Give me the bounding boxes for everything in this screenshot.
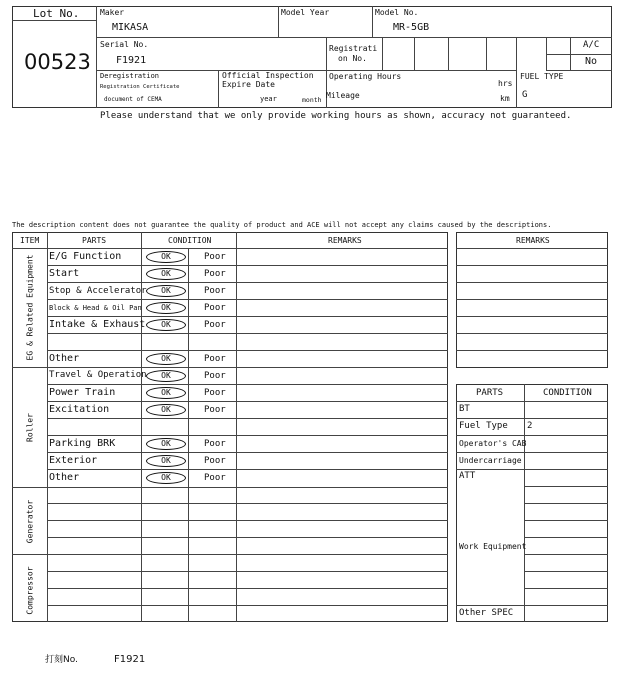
other-spec-label: Other SPEC — [459, 608, 514, 618]
table-row — [47, 265, 448, 266]
ok-badge[interactable]: OK — [146, 472, 186, 484]
remarks-panel-title: REMARKS — [516, 236, 550, 245]
poor-option[interactable]: Poor — [204, 456, 226, 466]
table-row — [47, 571, 448, 572]
header-divider — [278, 6, 279, 37]
panel-row — [456, 452, 608, 453]
ac-label: A/C — [583, 40, 600, 50]
section-label-eg: EG & Related Equipment — [25, 254, 35, 361]
header-divider — [414, 37, 415, 70]
header-divider — [382, 37, 383, 70]
section-divider — [12, 554, 448, 555]
panel-row — [524, 520, 608, 521]
working-hours-notice: Please understand that we only provide working hours as shown, accuracy not guaranteed. — [100, 111, 572, 121]
maker-label: Maker — [100, 8, 125, 17]
section-divider — [12, 367, 448, 368]
model-no-label: Model No. — [375, 8, 419, 17]
panel-row — [524, 486, 608, 487]
header-divider — [372, 6, 373, 37]
poor-option[interactable]: Poor — [204, 354, 226, 364]
poor-option[interactable]: Poor — [204, 320, 226, 330]
table-row — [47, 435, 448, 436]
ok-badge[interactable]: OK — [146, 404, 186, 416]
panel-row — [456, 469, 608, 470]
part-travel-operation: Travel & Operation — [49, 370, 147, 380]
registration-certificate-label: Registration Certificate — [100, 84, 180, 90]
model-year-label: Model Year — [281, 8, 330, 17]
remarks-row — [456, 333, 608, 334]
table-row — [47, 520, 448, 521]
table-row — [47, 384, 448, 385]
ok-badge[interactable]: OK — [146, 319, 186, 331]
lot-number: 00523 — [24, 50, 91, 74]
model-no-value: MR-5GB — [393, 22, 430, 33]
panel-row — [524, 537, 608, 538]
header-divider — [448, 37, 449, 70]
maker-value: MIKASA — [112, 22, 149, 33]
ok-badge[interactable]: OK — [146, 455, 186, 467]
table-row — [47, 469, 448, 470]
fuel-type-label-panel: Fuel Type — [459, 421, 508, 431]
cema-document-label: document of CEMA — [104, 96, 162, 103]
poor-option[interactable]: Poor — [204, 388, 226, 398]
deregistration-label: Deregistration — [100, 72, 160, 80]
header-divider — [546, 70, 612, 71]
att-label: ATT — [459, 471, 476, 481]
header-divider — [218, 70, 219, 108]
section-label-compressor: Compressor — [25, 566, 35, 615]
header-divider — [486, 37, 487, 70]
table-row — [47, 418, 448, 419]
hrs-unit: hrs — [498, 79, 513, 88]
panel-row — [524, 588, 608, 589]
header-divider — [96, 37, 612, 38]
table-row — [47, 401, 448, 402]
lot-label: Lot No. — [33, 7, 80, 20]
remarks-row — [456, 248, 608, 249]
serial-value: F1921 — [116, 55, 147, 66]
ok-badge[interactable]: OK — [146, 438, 186, 450]
panel-row — [524, 571, 608, 572]
registration-label: Registrati — [329, 44, 378, 53]
year-label: year — [260, 95, 277, 103]
part-eg-function: E/G Function — [49, 251, 122, 262]
part-roller-other: Other — [49, 472, 80, 483]
col-parts: PARTS — [82, 236, 107, 245]
fuel-type-value-panel: 2 — [527, 421, 533, 431]
part-intake-exhaust: Intake & Exhaust — [49, 319, 146, 330]
header-divider — [96, 6, 97, 108]
remarks-row — [456, 282, 608, 283]
remarks-row — [456, 299, 608, 300]
operating-hours-label: Operating Hours — [329, 72, 402, 81]
ac-value: No — [585, 56, 598, 67]
poor-option[interactable]: Poor — [204, 269, 226, 279]
serial-label: Serial No. — [100, 40, 149, 49]
poor-option[interactable]: Poor — [204, 371, 226, 381]
table-divider — [236, 232, 237, 622]
panel-row — [456, 605, 608, 606]
disclaimer: The description content does not guarantee the quality of product and ACE will not accept any claims caused by the descriptions. — [12, 221, 552, 229]
inspection-label: Official Inspection — [222, 71, 314, 80]
part-block-head-oil-pan: Block & Head & Oil Pan — [49, 304, 142, 312]
km-unit: km — [500, 94, 510, 103]
header-divider — [546, 37, 547, 70]
table-row — [47, 282, 448, 283]
remarks-row — [456, 350, 608, 351]
table-divider — [12, 248, 448, 249]
part-exterior: Exterior — [49, 455, 98, 466]
fuel-type-label: FUEL TYPE — [520, 72, 564, 81]
stamp-value: F1921 — [114, 654, 146, 665]
part-stop-accelerator: Stop & Accelerator — [49, 286, 147, 296]
fuel-type-value: G — [522, 90, 528, 100]
header-divider — [12, 20, 96, 21]
poor-option[interactable]: Poor — [204, 405, 226, 415]
remarks-panel — [456, 232, 608, 368]
month-label: month — [302, 96, 322, 104]
table-row — [47, 316, 448, 317]
mileage-label: Mileage — [326, 91, 360, 100]
table-row — [47, 299, 448, 300]
table-row — [47, 503, 448, 504]
part-eg-other: Other — [49, 353, 80, 364]
col-item: ITEM — [20, 236, 40, 245]
ok-badge[interactable]: OK — [146, 353, 186, 365]
stamp-label: 打刻No. — [45, 655, 78, 665]
part-power-train: Power Train — [49, 387, 116, 398]
bt-label: BT — [459, 404, 470, 414]
header-divider — [546, 54, 612, 55]
table-row — [47, 605, 448, 606]
registration-label-2: on No. — [338, 54, 367, 63]
section-label-roller: Roller — [25, 413, 35, 442]
header-divider — [570, 37, 571, 70]
remarks-row — [456, 265, 608, 266]
table-row — [47, 588, 448, 589]
poor-option[interactable]: Poor — [204, 286, 226, 296]
part-excitation: Excitation — [49, 404, 110, 415]
panel-row — [456, 418, 608, 419]
poor-option[interactable]: Poor — [204, 252, 226, 262]
inspection-label-2: Expire Date — [222, 80, 275, 89]
table-row — [47, 537, 448, 538]
panel-row — [524, 503, 608, 504]
col-remarks: REMARKS — [328, 236, 362, 245]
remarks-row — [456, 316, 608, 317]
header-divider — [516, 37, 517, 108]
ok-badge[interactable]: OK — [146, 251, 186, 263]
undercarriage-label: Undercarriage — [459, 456, 522, 465]
section-label-generator: Generator — [25, 499, 35, 544]
panel-row — [456, 401, 608, 402]
ok-badge[interactable]: OK — [146, 285, 186, 297]
table-row — [47, 333, 448, 334]
panel-row — [456, 435, 608, 436]
work-equipment-label: Work Equipment — [459, 542, 527, 551]
operator-cab-label: Operator's CAB — [459, 439, 527, 448]
poor-option[interactable]: Poor — [204, 473, 226, 483]
col-condition: CONDITION — [168, 236, 212, 245]
poor-option[interactable]: Poor — [204, 303, 226, 313]
ok-badge[interactable]: OK — [146, 370, 186, 382]
poor-option[interactable]: Poor — [204, 439, 226, 449]
table-divider — [47, 232, 48, 622]
ok-badge[interactable]: OK — [146, 302, 186, 314]
ok-badge[interactable]: OK — [146, 387, 186, 399]
condition-header: CONDITION — [543, 388, 592, 398]
table-row — [47, 452, 448, 453]
section-divider — [12, 487, 448, 488]
table-row — [47, 350, 448, 351]
part-parking-brk: Parking BRK — [49, 438, 116, 449]
panel-row — [524, 554, 608, 555]
parts-header: PARTS — [476, 388, 504, 398]
part-start: Start — [49, 268, 80, 279]
ok-badge[interactable]: OK — [146, 268, 186, 280]
